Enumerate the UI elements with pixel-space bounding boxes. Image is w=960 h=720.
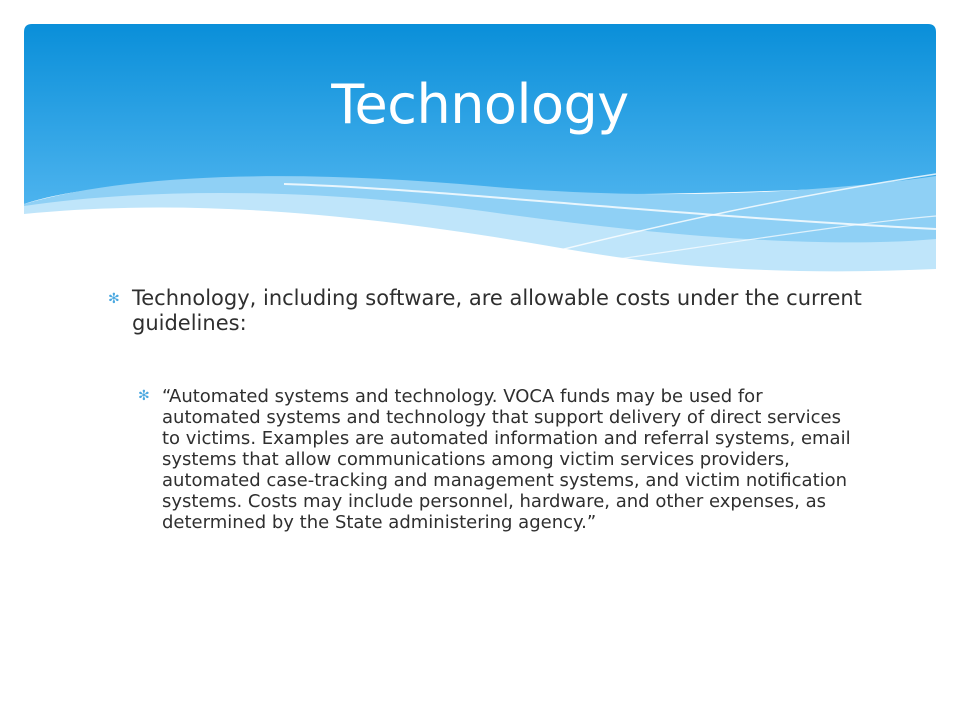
- bullet-item: [108, 282, 868, 336]
- bullet-text: Technology, including software, are allowable costs under the current guidelines:: [132, 286, 862, 335]
- asterisk-bullet-icon: ✻: [138, 388, 150, 404]
- slide-title: Technology: [331, 73, 629, 136]
- banner-wave-graphic: [24, 24, 936, 274]
- title-banner: [24, 24, 936, 274]
- asterisk-bullet-icon: ✻: [108, 291, 120, 307]
- sub-bullet-item: [138, 384, 868, 533]
- sub-bullet-text: “Automated systems and technology. VOCA funds may be used for automated systems and technology that support delivery of direct services to victims. Examples are automated information and referral systems, email systems that allow communications among victim services providers, automated case-tracking and management systems, and victim notification systems. Costs may include personnel, hardware, and other expenses, as determined by the State administering agency.”: [162, 386, 851, 533]
- slide-body: [108, 282, 868, 533]
